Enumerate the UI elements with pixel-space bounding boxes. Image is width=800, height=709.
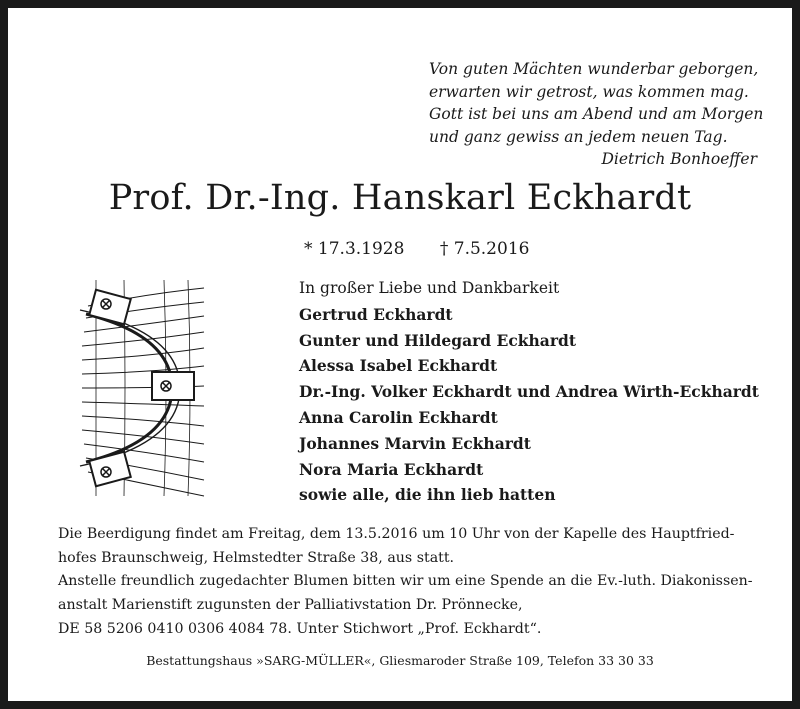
poem-line: und ganz gewiss an jedem neuen Tag. [429,127,728,146]
mourner-name: Nora Maria Eckhardt [299,459,484,479]
mourner-name: Gunter und Hildegard Eckhardt [299,330,577,350]
mourner-name: Gertrud Eckhardt [299,304,453,324]
notice-line: Anstelle freundlich zugedachter Blumen bitten wir um eine Spende an die Ev.-luth. Diakonissen- [58,573,753,590]
poem-block [429,58,769,171]
funeral-notice [58,523,758,642]
poem-line: Gott ist bei uns am Abend und am Morgen [429,105,764,123]
mourner-name: Anna Carolin Eckhardt [299,407,498,427]
life-dates [304,239,529,259]
mourners-intro: In großer Liebe und Dankbarkeit [299,279,560,297]
death-date: † 7.5.2016 [439,239,530,259]
engineering-drawing-icon [76,276,206,500]
mourners-closing: sowie alle, die ihn lieb hatten [299,485,556,505]
funeral-home-footer: Bestattungshaus »SARG-MÜLLER«, Gliesmaroder Straße 109, Telefon 33 30 33 [146,653,654,668]
poem-line: erwarten wir getrost, was kommen mag. [429,82,749,101]
notice-line: hofes Braunschweig, Helmstedter Straße 38, aus statt. [58,549,455,566]
notice-line: Die Beerdigung findet am Freitag, dem 13.5.2016 um 10 Uhr von der Kapelle des Hauptfried- [58,526,735,542]
mourners-list [299,276,759,508]
mourner-name: Johannes Marvin Eckhardt [299,433,531,453]
notice-line: DE 58 5206 0410 0306 4084 78. Unter Stichwort „Prof. Eckhardt“. [58,620,542,637]
poem-author: Dietrich Bonhoeffer [601,150,757,168]
mourner-name: Dr.-Ing. Volker Eckhardt und Andrea Wirth-Eckhardt [299,382,759,402]
mourner-name: Alessa Isabel Eckhardt [299,356,498,376]
poem-line: Von guten Mächten wunderbar geborgen, [429,60,759,78]
deceased-name: Prof. Dr.-Ing. Hanskarl Eckhardt [108,178,692,218]
birth-date: * 17.3.1928 [304,239,405,259]
notice-line: anstalt Marienstift zugunsten der Palliativstation Dr. Prönnecke, [58,597,523,614]
